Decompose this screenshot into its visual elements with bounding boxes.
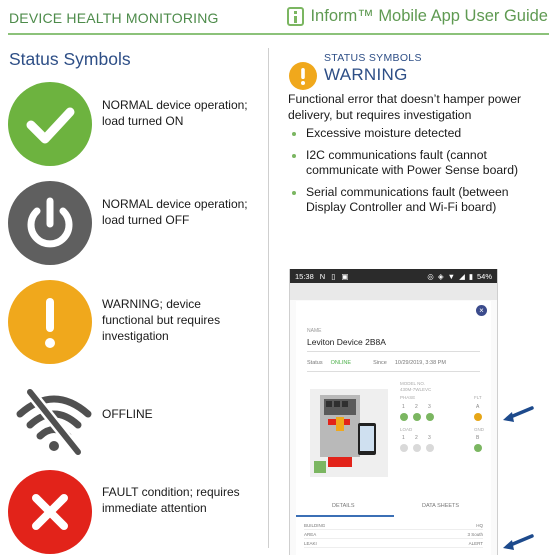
nfc-icon: N — [319, 271, 326, 281]
close-icon[interactable]: × — [476, 305, 487, 316]
phase-number: 3 — [428, 404, 431, 410]
status-value: ONLINE — [330, 360, 352, 366]
detail-tabs — [296, 497, 491, 515]
device-name: Leviton Device 2B8A — [307, 337, 386, 347]
table-row — [304, 521, 483, 530]
guide-title — [287, 7, 548, 26]
row-value: HQ — [476, 522, 483, 528]
right-eyebrow: STATUS SYMBOLS — [324, 52, 422, 64]
load-3-icon — [426, 444, 434, 452]
vibrate-icon: ◈ — [437, 271, 444, 281]
signal-icon: ◢ — [459, 271, 465, 281]
page-title: Status Symbols — [9, 49, 131, 69]
battery-icon: ▮ — [468, 271, 473, 281]
warning-heading: WARNING — [324, 65, 408, 84]
row-value: 3 South — [467, 531, 483, 537]
status-time: 15:38 — [295, 271, 314, 281]
status-label: Status — [307, 360, 323, 366]
phase-3-ok-icon — [426, 413, 434, 421]
load-number: 1 — [402, 435, 405, 441]
row-key: BUILDING — [304, 522, 326, 528]
model-info — [400, 381, 431, 393]
callout-arrow-icon — [500, 532, 534, 552]
status-divider — [307, 371, 480, 372]
symbol-label-normal-off: NORMAL device operation; load turned OFF — [102, 197, 248, 227]
x-icon — [8, 470, 92, 554]
row-key: AREA — [304, 531, 317, 537]
device-photo — [310, 389, 388, 477]
exclamation-icon — [8, 280, 92, 364]
phone-screenshot — [289, 269, 498, 555]
since-label: Since — [373, 360, 387, 366]
details-table — [304, 521, 483, 548]
symbol-label-warning: WARNING; device functional but requires investigation — [102, 297, 221, 343]
row-key: LEAKI — [304, 540, 317, 546]
model-value: 430M-7WLEVC — [400, 387, 432, 392]
device-card — [296, 301, 491, 555]
gnd-label: GND — [474, 427, 484, 432]
tab-data-sheets[interactable]: DATA SHEETS — [422, 503, 460, 509]
section-header: DEVICE HEALTH MONITORING — [9, 10, 219, 26]
bullet-item: Excessive moisture detected — [288, 126, 550, 142]
table-row — [304, 539, 483, 548]
callout-arrow-icon — [500, 404, 534, 424]
phase-label: PHASE — [400, 395, 416, 400]
table-row — [304, 530, 483, 539]
status-row — [307, 360, 446, 366]
warning-badge-icon — [289, 62, 317, 90]
load-number: 2 — [415, 435, 418, 441]
load-2-icon — [413, 444, 421, 452]
wifi-icon: ▼ — [447, 271, 456, 281]
image-icon: ▣ — [341, 271, 349, 281]
flt-letter: A — [476, 404, 480, 410]
alarm-icon: ◎ — [427, 271, 434, 281]
wifi-off-icon — [12, 378, 96, 462]
load-number: 3 — [428, 435, 431, 441]
name-label: NAME — [307, 328, 322, 334]
gnd-letter: B — [476, 435, 480, 441]
guide-title-text: Inform™ Mobile App User Guide — [310, 7, 548, 25]
sim-icon: ▯ — [331, 271, 336, 281]
flt-warning-icon — [474, 413, 482, 421]
symbol-label-normal-on: NORMAL device operation; load turned ON — [102, 98, 248, 128]
since-value: 10/29/2019, 3:38 PM — [394, 360, 446, 366]
check-icon — [8, 82, 92, 166]
phase-2-ok-icon — [413, 413, 421, 421]
warning-bullets — [288, 126, 550, 222]
load-label: LOAD — [400, 427, 413, 432]
warning-intro: Functional error that doesn’t hamper power delivery, but requires investigation — [288, 92, 522, 122]
gnd-ok-icon — [474, 444, 482, 452]
symbol-label-offline: OFFLINE — [102, 407, 153, 421]
power-icon — [8, 181, 92, 265]
load-1-icon — [400, 444, 408, 452]
inform-logo-icon — [287, 7, 304, 26]
symbol-label-fault: FAULT condition; requires immediate attention — [102, 485, 240, 515]
bullet-item: Serial communications fault (between Display Controller and Wi-Fi board) — [288, 185, 550, 216]
phase-1-ok-icon — [400, 413, 408, 421]
row-value: ALERT — [468, 540, 483, 546]
phone-status-bar — [290, 269, 497, 283]
column-divider — [268, 48, 269, 548]
name-divider — [307, 351, 480, 352]
tab-details[interactable]: DETAILS — [332, 503, 355, 509]
phase-number: 1 — [402, 404, 405, 410]
battery-level: 54% — [476, 271, 492, 281]
header-rule — [8, 33, 549, 35]
app-bar — [290, 283, 497, 300]
flt-label: FLT — [474, 395, 482, 400]
active-tab-indicator — [296, 515, 394, 517]
bullet-item: I2C communications fault (cannot communicate with Power Sense board) — [288, 148, 550, 179]
phase-number: 2 — [415, 404, 418, 410]
model-label: MODEL NO. — [400, 381, 426, 386]
